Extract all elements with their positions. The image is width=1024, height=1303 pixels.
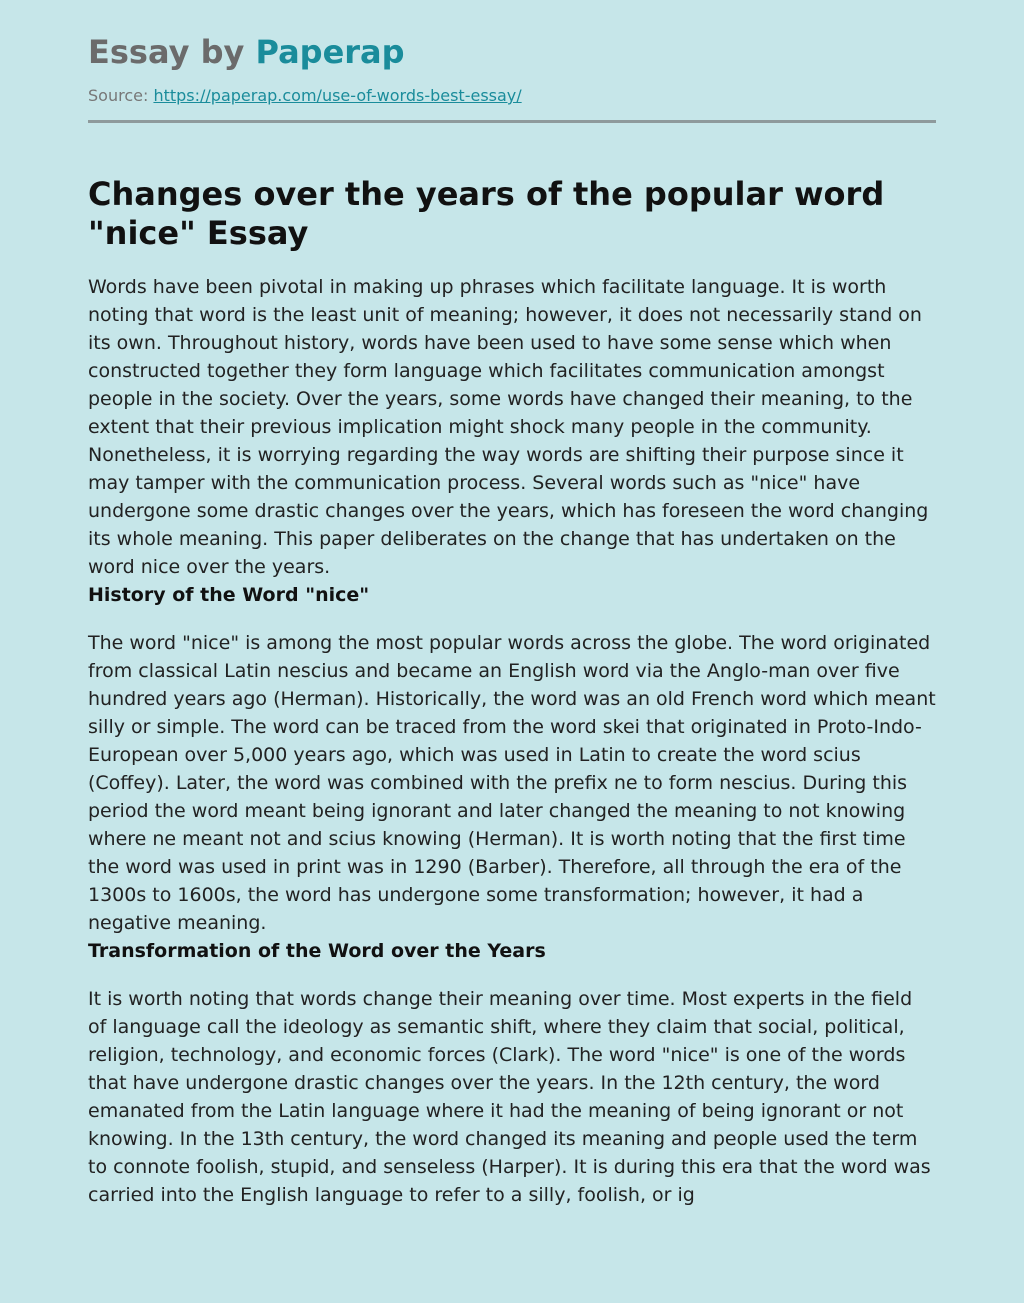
source-label: Source: xyxy=(88,86,149,105)
paragraph-transformation: It is worth noting that words change their meaning over time. Most experts in the field of language call the ideology as semantic shift, where they claim that social, political, religion, technology, and economic forces (Clark). The word "nice" is one of the words that have undergone drastic changes over the years. In the 12th century, the word emanated from the Latin language where it had the meaning of being ignorant or not knowing. In the 13th century, the word changed its meaning and people used the term to connote foolish, stupid, and senseless (Harper). It is during this era that the word was carried into the English language to refer to a silly, foolish, or ig xyxy=(88,988,931,1206)
brand-prefix: Essay by xyxy=(88,33,245,71)
header-divider xyxy=(88,120,936,123)
essay-title: Changes over the years of the popular word "nice" Essay xyxy=(88,175,885,252)
heading-transformation: Transformation of the Word over the Years xyxy=(88,940,546,962)
brand-name: Paperap xyxy=(255,33,405,71)
paragraph-intro: Words have been pivotal in making up phrases which facilitate language. It is worth noting that word is the least unit of meaning; however, it does not necessarily stand on its own. Throughout history, words have been used to have some sense which when constructed together they form language which facilitates communication amongst people in the society. Over the years, some words have changed their meaning, to the extent that their previous implication might shock many people in the community. Nonetheless, it is worrying regarding the way words are shifting their purpose since it may tamper with the communication process. Several words such as "nice" have undergone some drastic changes over the years, which has foreseen the word changing its whole meaning. This paper deliberates on the change that has undertaken on the word nice over the years. xyxy=(88,276,929,578)
source-line xyxy=(88,86,936,106)
site-brand[interactable] xyxy=(88,30,936,74)
heading-history: History of the Word "nice" xyxy=(88,584,370,606)
paragraph-history: The word "nice" is among the most popular words across the globe. The word originated from classical Latin nescius and became an English word via the Anglo-man over five hundred years ago (Herman). Historically, the word was an old French word which meant silly or simple. The word can be traced from the word skei that originated in Proto-Indo-European over 5,000 years ago, which was used in Latin to create the word scius (Coffey). Later, the word was combined with the prefix ne to form nescius. During this period the word meant being ignorant and later changed the meaning to not knowing where ne meant not and scius knowing (Herman). It is worth noting that the first time the word was used in print was in 1290 (Barber). Therefore, all through the era of the 1300s to 1600s, the word has undergone some transformation; however, it had a negative meaning. xyxy=(88,632,936,934)
source-link[interactable]: https://paperap.com/use-of-words-best-essay/ xyxy=(153,86,522,105)
